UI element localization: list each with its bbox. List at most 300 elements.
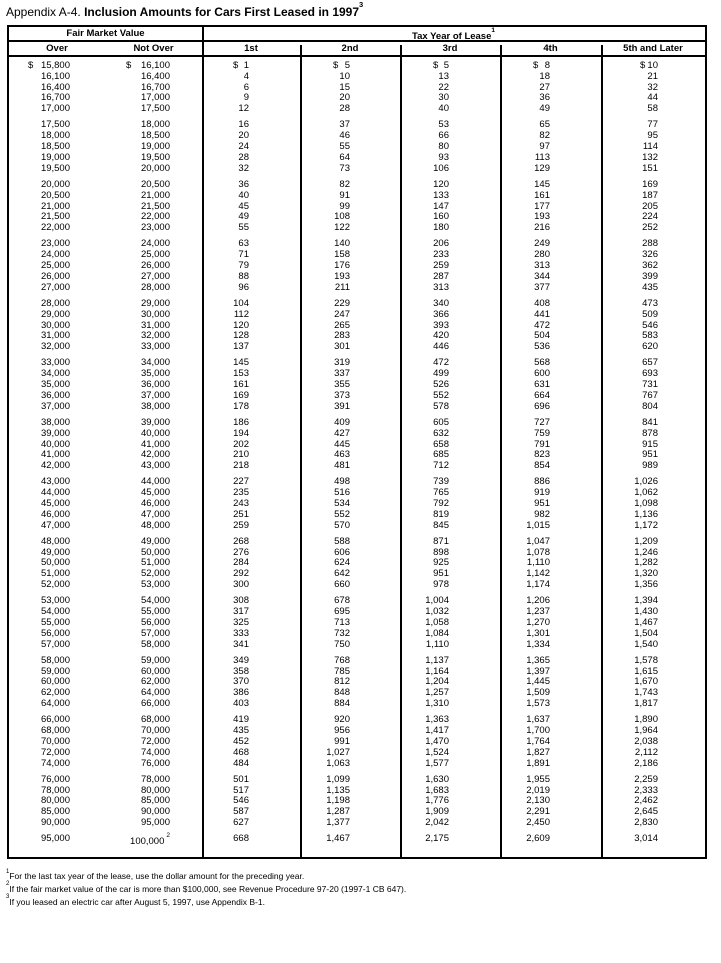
table-cell: 80,000: [40, 795, 70, 807]
table-cell: 627: [233, 817, 249, 828]
table-cell: 64,000: [140, 687, 170, 699]
table-cell: 21,500: [40, 211, 70, 223]
table-cell: 951: [642, 449, 658, 461]
table-cell: 65: [539, 119, 550, 131]
header-over: Over: [46, 43, 68, 54]
table-cell: 151: [642, 162, 658, 174]
table-cell: 2,259: [634, 773, 658, 785]
table-cell: 319: [334, 357, 350, 369]
table-cell: 30,000: [140, 308, 170, 320]
dollar-sign: $: [533, 60, 539, 71]
table-cell: 77: [647, 119, 658, 131]
table-cell: 79: [238, 260, 249, 272]
table-cell: 80: [438, 141, 449, 153]
table-cell: 288: [642, 238, 658, 250]
table-cell: 1,015: [526, 519, 550, 531]
table-cell: 1,027: [326, 746, 350, 758]
table-cell: 112: [233, 308, 249, 320]
table-cell: 409: [334, 416, 350, 428]
table-cell: 169: [233, 389, 249, 401]
table-cell: 63: [238, 238, 249, 250]
dollar-sign: $: [126, 60, 132, 71]
table-cell: 169: [642, 178, 658, 190]
table-cell: 78,000: [40, 784, 70, 796]
table-cell: 377: [534, 281, 550, 293]
table-cell: 56,000: [140, 616, 170, 628]
table-cell: 50,000: [140, 546, 170, 558]
table-cell: 919: [534, 487, 550, 499]
table-cell: 804: [642, 400, 658, 412]
table-cell: 362: [642, 260, 658, 272]
table-cell: 161: [233, 379, 249, 391]
table-cell: 132: [642, 151, 658, 163]
table-cell: 1,356: [634, 579, 658, 591]
table-cell: 2,175: [425, 833, 449, 845]
table-cell: 80,000: [140, 784, 170, 796]
table-cell: 47,000: [140, 508, 170, 520]
column-divider: [500, 45, 502, 858]
table-cell: 218: [233, 460, 249, 472]
table-cell: 765: [433, 487, 449, 499]
table-cell: 481: [334, 460, 350, 472]
table-cell: 18: [539, 70, 550, 82]
table-cell: 2,450: [526, 817, 550, 828]
table-cell: 39,000: [140, 416, 170, 428]
table-cell: 40: [438, 103, 449, 115]
table-cell: 25,000: [40, 260, 70, 272]
table-cell: 1,430: [634, 606, 658, 618]
table-cell: 841: [642, 416, 658, 428]
table-cell: 1,630: [425, 773, 449, 785]
table-cell: 1,524: [425, 746, 449, 758]
table-cell: 27: [539, 81, 550, 93]
table-cell: 35,000: [40, 379, 70, 391]
table-cell: 631: [534, 379, 550, 391]
table-cell: 52,000: [40, 579, 70, 591]
table-cell: 33,000: [40, 357, 70, 369]
table-cell: 66,000: [40, 714, 70, 726]
footnotes: [6, 869, 406, 907]
table-cell: 35,000: [140, 368, 170, 380]
table-cell: 28,000: [140, 281, 170, 293]
table-cell: 578: [433, 400, 449, 412]
table-cell: 82: [339, 178, 350, 190]
column-divider: [202, 27, 204, 857]
table-cell: 308: [233, 595, 249, 607]
table-cell: 552: [334, 508, 350, 520]
dollar-sign: $: [28, 60, 34, 71]
table-cell: 1,700: [526, 725, 550, 737]
table-cell: $ 5: [433, 60, 449, 71]
table-cell: 2,333: [634, 784, 658, 796]
table-cell: 62,000: [40, 687, 70, 699]
table-cell: 180: [433, 222, 449, 234]
table-cell: 624: [334, 557, 350, 569]
table-cell: 341: [233, 638, 249, 650]
header-3rd: 3rd: [442, 43, 458, 54]
table-cell: 21: [647, 70, 658, 82]
table-cell: 1,964: [634, 725, 658, 737]
table-cell: 326: [642, 249, 658, 261]
table-cell: 16,100: [40, 70, 70, 82]
table-cell: 1,890: [634, 714, 658, 726]
table-cell: 49: [238, 211, 249, 223]
table-cell: 546: [642, 319, 658, 331]
table-cell: 17,000: [40, 103, 70, 115]
dollar-sign: $: [433, 60, 439, 71]
table-cell: 20,000: [140, 162, 170, 174]
table-cell: 177: [534, 200, 550, 212]
table-cell: 122: [334, 222, 350, 234]
table-cell: 64: [339, 151, 350, 163]
table-cell: 1,198: [326, 795, 350, 807]
table-cell: 268: [233, 535, 249, 547]
table-cell: 49,000: [40, 546, 70, 558]
table-cell: 468: [233, 746, 249, 758]
table-cell: 68,000: [40, 725, 70, 737]
table-cell: 145: [534, 178, 550, 190]
table-cell: 17,500: [40, 119, 70, 131]
table-cell: 216: [534, 222, 550, 234]
table-cell: 59,000: [140, 654, 170, 666]
table-cell: 55: [238, 222, 249, 234]
table-cell: 344: [534, 270, 550, 282]
table-cell: 472: [534, 319, 550, 331]
table-cell: 283: [334, 330, 350, 342]
table-cell: 435: [642, 281, 658, 293]
table-cell: 2,645: [634, 806, 658, 818]
table-cell: 1,577: [425, 757, 449, 769]
table-cell: 642: [334, 568, 350, 580]
table-cell: 1,110: [425, 638, 449, 650]
table-cell: 27,000: [140, 270, 170, 282]
table-cell: 284: [233, 557, 249, 569]
table-cell: 393: [433, 319, 449, 331]
table-cell: 16,700: [40, 92, 70, 104]
table-cell: 1,467: [634, 616, 658, 628]
table-cell: 1,504: [634, 627, 658, 639]
table-cell: 24,000: [40, 249, 70, 261]
table-cell: 1,817: [634, 698, 658, 710]
table-cell: 202: [233, 438, 249, 450]
table-cell: 85,000: [140, 795, 170, 807]
table-cell: 1,099: [326, 773, 350, 785]
table-cell: 1,209: [634, 535, 658, 547]
table-cell: 16,400: [40, 81, 70, 93]
table-cell: 1,137: [425, 654, 449, 666]
table-cell: 695: [334, 606, 350, 618]
table-cell: 587: [233, 806, 249, 818]
table-cell: 2,019: [526, 784, 550, 796]
table-cell: 29,000: [140, 297, 170, 309]
table-cell: 265: [334, 319, 350, 331]
table-cell: 249: [534, 238, 550, 250]
table-cell: 1,365: [526, 654, 550, 666]
header-5th-and-later: 5th and Later: [623, 43, 683, 54]
table-cell: 100,000$^2$: [130, 832, 170, 848]
table-cell: 251: [233, 508, 249, 520]
table-cell: 1,174: [526, 579, 550, 591]
table-cell: 74,000: [40, 757, 70, 769]
table-cell: 17,000: [140, 92, 170, 104]
table-cell: 712: [433, 460, 449, 472]
table-cell: 62,000: [140, 676, 170, 688]
table-cell: 186: [233, 416, 249, 428]
table-cell: 1,257: [425, 687, 449, 699]
table-cell: 46: [339, 130, 350, 142]
table-cell: 59,000: [40, 665, 70, 677]
table-cell: 29,000: [40, 308, 70, 320]
table-cell: 982: [534, 508, 550, 520]
table-cell: 1,909: [425, 806, 449, 818]
table-cell: 30,000: [40, 319, 70, 331]
table-cell: 1,891: [526, 757, 550, 769]
table-cell: 588: [334, 535, 350, 547]
header-2nd: 2nd: [341, 43, 359, 54]
column-divider: [400, 45, 402, 858]
table-cell: 472: [433, 357, 449, 369]
table-cell: 1,164: [425, 665, 449, 677]
table-cell: 768: [334, 654, 350, 666]
table-cell: 325: [233, 616, 249, 628]
table-cell: 2,112: [634, 746, 658, 758]
table-cell: 845: [433, 519, 449, 531]
table-cell: 32,000: [40, 341, 70, 353]
table-cell: 194: [233, 427, 249, 439]
table-cell: 32: [647, 81, 658, 93]
title-main: Inclusion Amounts for Cars First Leased in 1997$^3$: [84, 0, 364, 19]
table-cell: 28,000: [40, 297, 70, 309]
page-title: [6, 1, 363, 20]
table-cell: 76,000: [140, 757, 170, 769]
table-cell: 56,000: [40, 627, 70, 639]
table-cell: 280: [534, 249, 550, 261]
table-cell: 313: [433, 281, 449, 293]
table-cell: 526: [433, 379, 449, 391]
table-cell: 76,000: [40, 773, 70, 785]
table-cell: 300: [233, 579, 249, 591]
column-divider: [300, 45, 302, 858]
table-cell: 884: [334, 698, 350, 710]
table-cell: 337: [334, 368, 350, 380]
table-cell: 2,462: [634, 795, 658, 807]
table-cell: 1,540: [634, 638, 658, 650]
table-cell: 193: [534, 211, 550, 223]
table-cell: 16,700: [140, 81, 170, 93]
table-cell: 50,000: [40, 557, 70, 569]
footnote-1: $^1$For the last tax year of the lease, use the dollar amount for the preceding year.: [6, 868, 305, 881]
table-cell: 1,047: [526, 535, 550, 547]
table-cell: 441: [534, 308, 550, 320]
table-cell: 2,186: [634, 757, 658, 769]
table-cell: 20: [238, 130, 249, 142]
table-cell: 42,000: [40, 460, 70, 472]
table-cell: 49,000: [140, 535, 170, 547]
table-cell: 620: [642, 341, 658, 353]
table-cell: 43,000: [40, 476, 70, 488]
table-cell: 178: [233, 400, 249, 412]
table-cell: 732: [334, 627, 350, 639]
table-cell: 44,000: [140, 476, 170, 488]
table-cell: 96: [238, 281, 249, 293]
table-cell: 9: [243, 92, 249, 104]
table-cell: 696: [534, 400, 550, 412]
table-cell: 52,000: [140, 568, 170, 580]
table-cell: 600: [534, 368, 550, 380]
table-cell: 20: [339, 92, 350, 104]
table-cell: 22,000: [40, 222, 70, 234]
table-cell: 18,000: [40, 130, 70, 142]
table-cell: 41,000: [140, 438, 170, 450]
table-cell: 37: [339, 119, 350, 131]
table-cell: 1,470: [425, 735, 449, 747]
table-cell: 95: [647, 130, 658, 142]
table-cell: 64,000: [40, 698, 70, 710]
table-cell: 292: [233, 568, 249, 580]
table-cell: 53,000: [40, 595, 70, 607]
table-cell: 1,637: [526, 714, 550, 726]
table-cell: 32: [238, 162, 249, 174]
table-cell: $ 5: [333, 60, 350, 71]
table-cell: 978: [433, 579, 449, 591]
table-cell: 583: [642, 330, 658, 342]
table-cell: 243: [233, 497, 249, 509]
table-cell: 229: [334, 297, 350, 309]
table-cell: 95,000: [40, 833, 70, 845]
table-cell: 49: [539, 103, 550, 115]
table-cell: 58,000: [140, 638, 170, 650]
table-cell: 898: [433, 546, 449, 558]
table-cell: 51,000: [40, 568, 70, 580]
table-cell: 68,000: [140, 714, 170, 726]
table-cell: 1,776: [425, 795, 449, 807]
table-cell: 951: [534, 497, 550, 509]
table-cell: 10: [339, 70, 350, 82]
header-4th: 4th: [543, 43, 558, 54]
table-cell: 19,500: [140, 151, 170, 163]
table-cell: 106: [433, 162, 449, 174]
table-cell: 349: [233, 654, 249, 666]
table-cell: 1,270: [526, 616, 550, 628]
column-divider: [601, 45, 603, 858]
table-cell: 53,000: [140, 579, 170, 591]
table-cell: 871: [433, 535, 449, 547]
table-cell: 70,000: [140, 725, 170, 737]
table-cell: 1,206: [526, 595, 550, 607]
table-cell: 886: [534, 476, 550, 488]
table-cell: 693: [642, 368, 658, 380]
table-cell: 463: [334, 449, 350, 461]
table-cell: 727: [534, 416, 550, 428]
table-cell: 104: [233, 297, 249, 309]
table-cell: 51,000: [140, 557, 170, 569]
footnote-3: $^3$If you leased an electric car after August 5, 1997, use Appendix B-1.: [6, 894, 265, 907]
dollar-sign: $: [233, 60, 239, 71]
table-cell: 915: [642, 438, 658, 450]
table-cell: 45,000: [140, 487, 170, 499]
table-cell: 44: [647, 92, 658, 104]
table-cell: 53: [438, 119, 449, 131]
header-1st: 1st: [244, 43, 258, 54]
table-cell: 1,417: [425, 725, 449, 737]
table-cell: 40,000: [40, 438, 70, 450]
table-cell: 28: [238, 151, 249, 163]
table-cell: 19,500: [40, 162, 70, 174]
table-cell: 1,670: [634, 676, 658, 688]
table-cell: 48,000: [40, 535, 70, 547]
table-cell: 991: [334, 735, 350, 747]
table-cell: 1,004: [425, 595, 449, 607]
footnote-2: $^2$If the fair market value of the car is more than $100,000, see Revenue Procedure 97-20 (1997-1 CB 647).: [6, 881, 407, 894]
table-header-row-1: [9, 27, 705, 42]
table-cell: 358: [233, 665, 249, 677]
table-cell: 313: [534, 260, 550, 272]
table-cell: 28: [339, 103, 350, 115]
table-cell: 1,397: [526, 665, 550, 677]
table-cell: 16,400: [140, 70, 170, 82]
table-cell: 90,000: [140, 806, 170, 818]
table-cell: 259: [233, 519, 249, 531]
table-cell: 33,000: [140, 341, 170, 353]
table-cell: 878: [642, 427, 658, 439]
table-cell: 499: [433, 368, 449, 380]
table-cell: 58,000: [40, 654, 70, 666]
table-cell: 517: [233, 784, 249, 796]
table-cell: 137: [233, 341, 249, 353]
table-cell: 113: [534, 151, 550, 163]
table-cell: 1,058: [425, 616, 449, 628]
table-cell: 536: [534, 341, 550, 353]
table-cell: 1,301: [526, 627, 550, 639]
table-cell: 1,394: [634, 595, 658, 607]
table-cell: 1,110: [526, 557, 550, 569]
table-cell: 823: [534, 449, 550, 461]
table-cell: 252: [642, 222, 658, 234]
table-cell: 1,237: [526, 606, 550, 618]
table-cell: 48,000: [140, 519, 170, 531]
table-cell: 24,000: [140, 238, 170, 250]
table-cell: 399: [642, 270, 658, 282]
table-cell: 2,291: [526, 806, 550, 818]
table-cell: 1,573: [526, 698, 550, 710]
table-cell: 23,000: [40, 238, 70, 250]
table-cell: 6: [243, 81, 249, 93]
header-fair-market-value: Fair Market Value: [66, 28, 145, 39]
table-cell: 21,000: [140, 189, 170, 201]
table-cell: 445: [334, 438, 350, 450]
table-cell: 108: [334, 211, 350, 223]
table-cell: 247: [334, 308, 350, 320]
table-cell: 36: [539, 92, 550, 104]
table-cell: 504: [534, 330, 550, 342]
table-cell: 235: [233, 487, 249, 499]
table-cell: 446: [433, 341, 449, 353]
table-cell: 36: [238, 178, 249, 190]
table-cell: 1,363: [425, 714, 449, 726]
table-cell: 40,000: [140, 427, 170, 439]
table-cell: 36,000: [140, 379, 170, 391]
table-cell: 668: [233, 833, 249, 845]
table-cell: 1,098: [634, 497, 658, 509]
table-cell: 60,000: [140, 665, 170, 677]
table-cell: 42,000: [140, 449, 170, 461]
table-cell: 233: [433, 249, 449, 261]
table-cell: 301: [334, 341, 350, 353]
table-cell: 664: [534, 389, 550, 401]
table-cell: 18,500: [40, 141, 70, 153]
table-cell: 605: [433, 416, 449, 428]
dollar-sign: $: [640, 60, 646, 71]
